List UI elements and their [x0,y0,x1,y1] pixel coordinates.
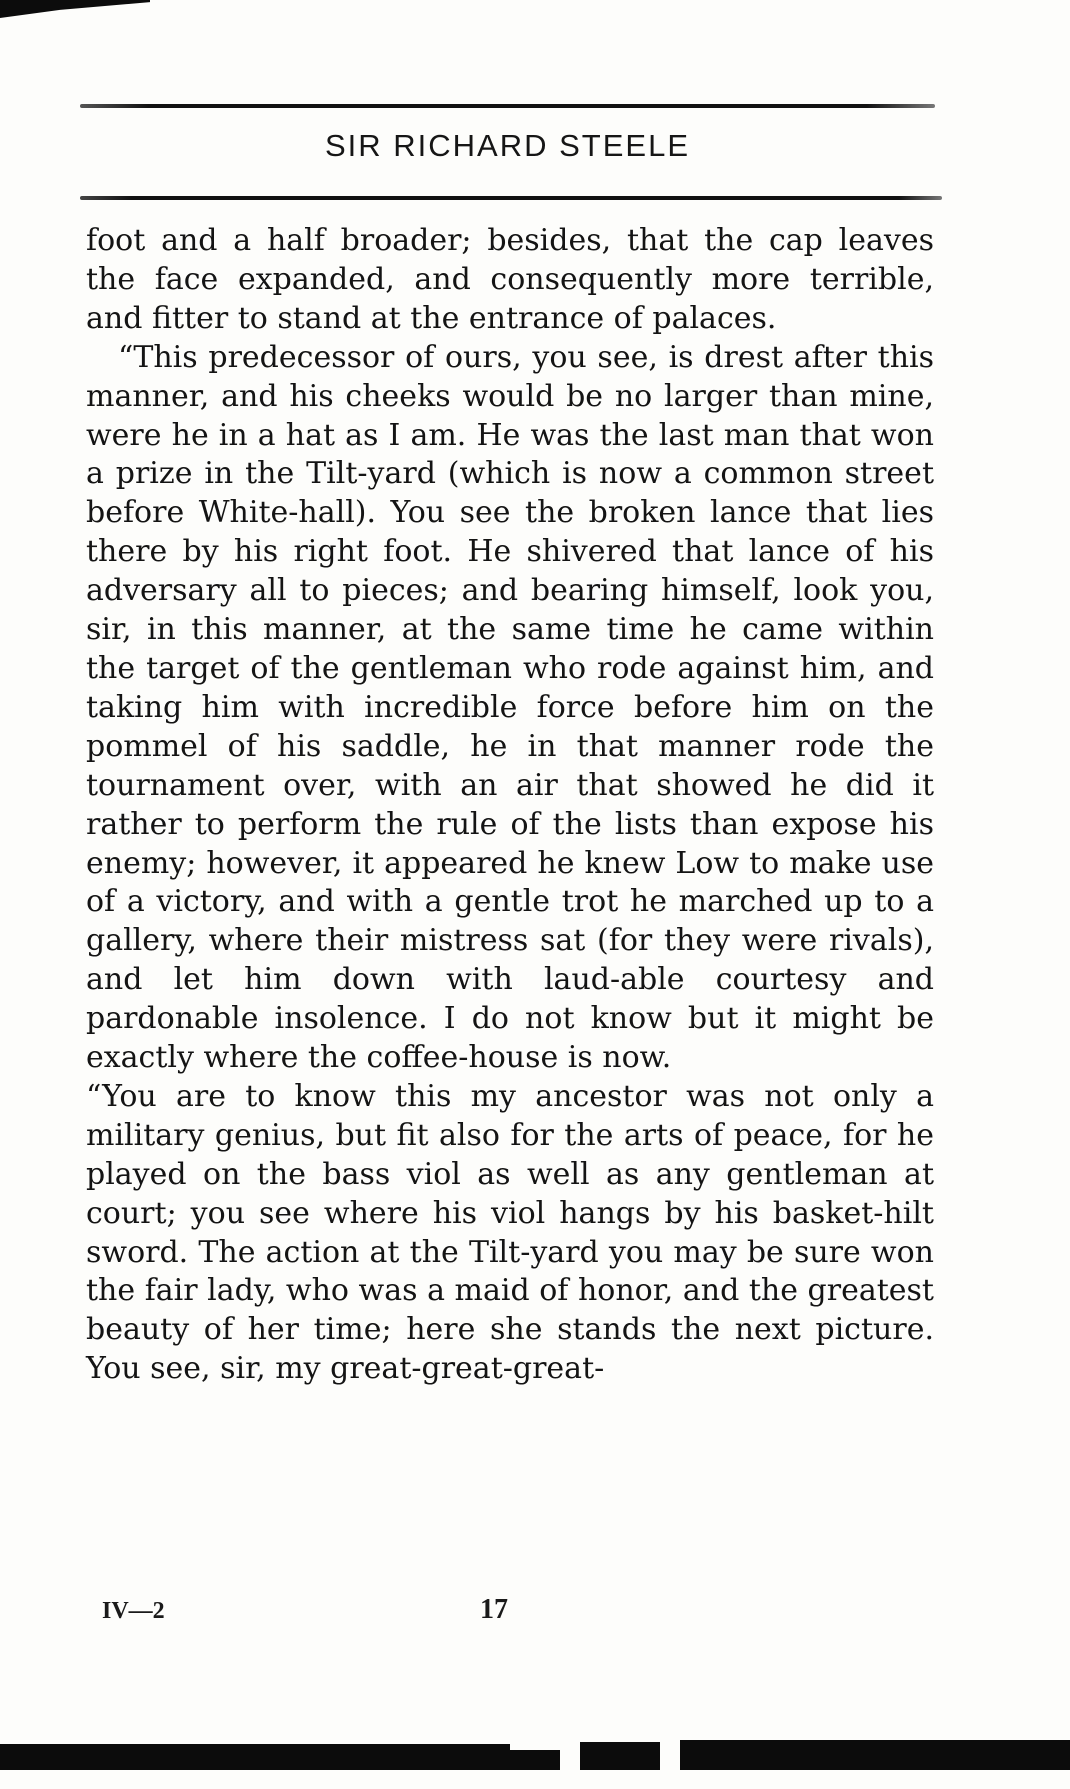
running-head: SIR RICHARD STEELE [324,128,690,163]
paragraph: “This predecessor of ours, you see, is drest after this manner, and his cheeks would be no larger than mine, were he in a hat as I am. He was the last man that won a prize in the Tilt-yard (which is now a common street before White-hall). You see the broken lance that lies there by his right foot. He shivered that lance of his adversary all to pieces; and bearing himself, look you, sir, in this manner, at the same time he came within the target of the gentleman who rode against him, and taking him with incredible force before him on the pommel of his saddle, he in that manner rode the tournament over, with an air that showed he did it rather to perform the rule of the lists than expose his enemy; however, it appeared he knew Low to make use of a victory, and with a gentle trot he marched up to a gallery, where their mistress sat (for they were rivals), and let him down with laud-able courtesy and pardonable insolence. I do not know but it might be exactly where the coffee-house is now. [86,339,934,1076]
paragraph: “You are to know this my ancestor was not only a military genius, but fit also for the arts of peace, for he played on the bass viol as well as any gentleman at court; you see where his viol hangs by his basket-hilt sword. The action at the Tilt-yard you may be sure won the fair lady, who was a maid of honor, and the greatest beauty of her time; here she stands the next picture. You see, sir, my great-great-great- [86,1078,934,1387]
header-rule-top [80,104,935,108]
scan-bottom-band [0,1738,1070,1770]
scan-band-segment [510,1750,560,1770]
paragraph: foot and a half broader; besides, that the cap leaves the face expanded, and consequently more terrible, and fitter to stand at the entrance of palaces. [86,223,934,336]
header-rule-bottom [80,196,942,200]
page-number: 17 [480,1594,508,1625]
signature-mark: IV—2 [102,1598,165,1624]
scan-band-segment [580,1742,660,1770]
scan-band-segment [680,1740,1070,1770]
scan-edge-mark [0,0,150,18]
body-text [86,222,934,1389]
scan-band-segment [0,1744,510,1770]
